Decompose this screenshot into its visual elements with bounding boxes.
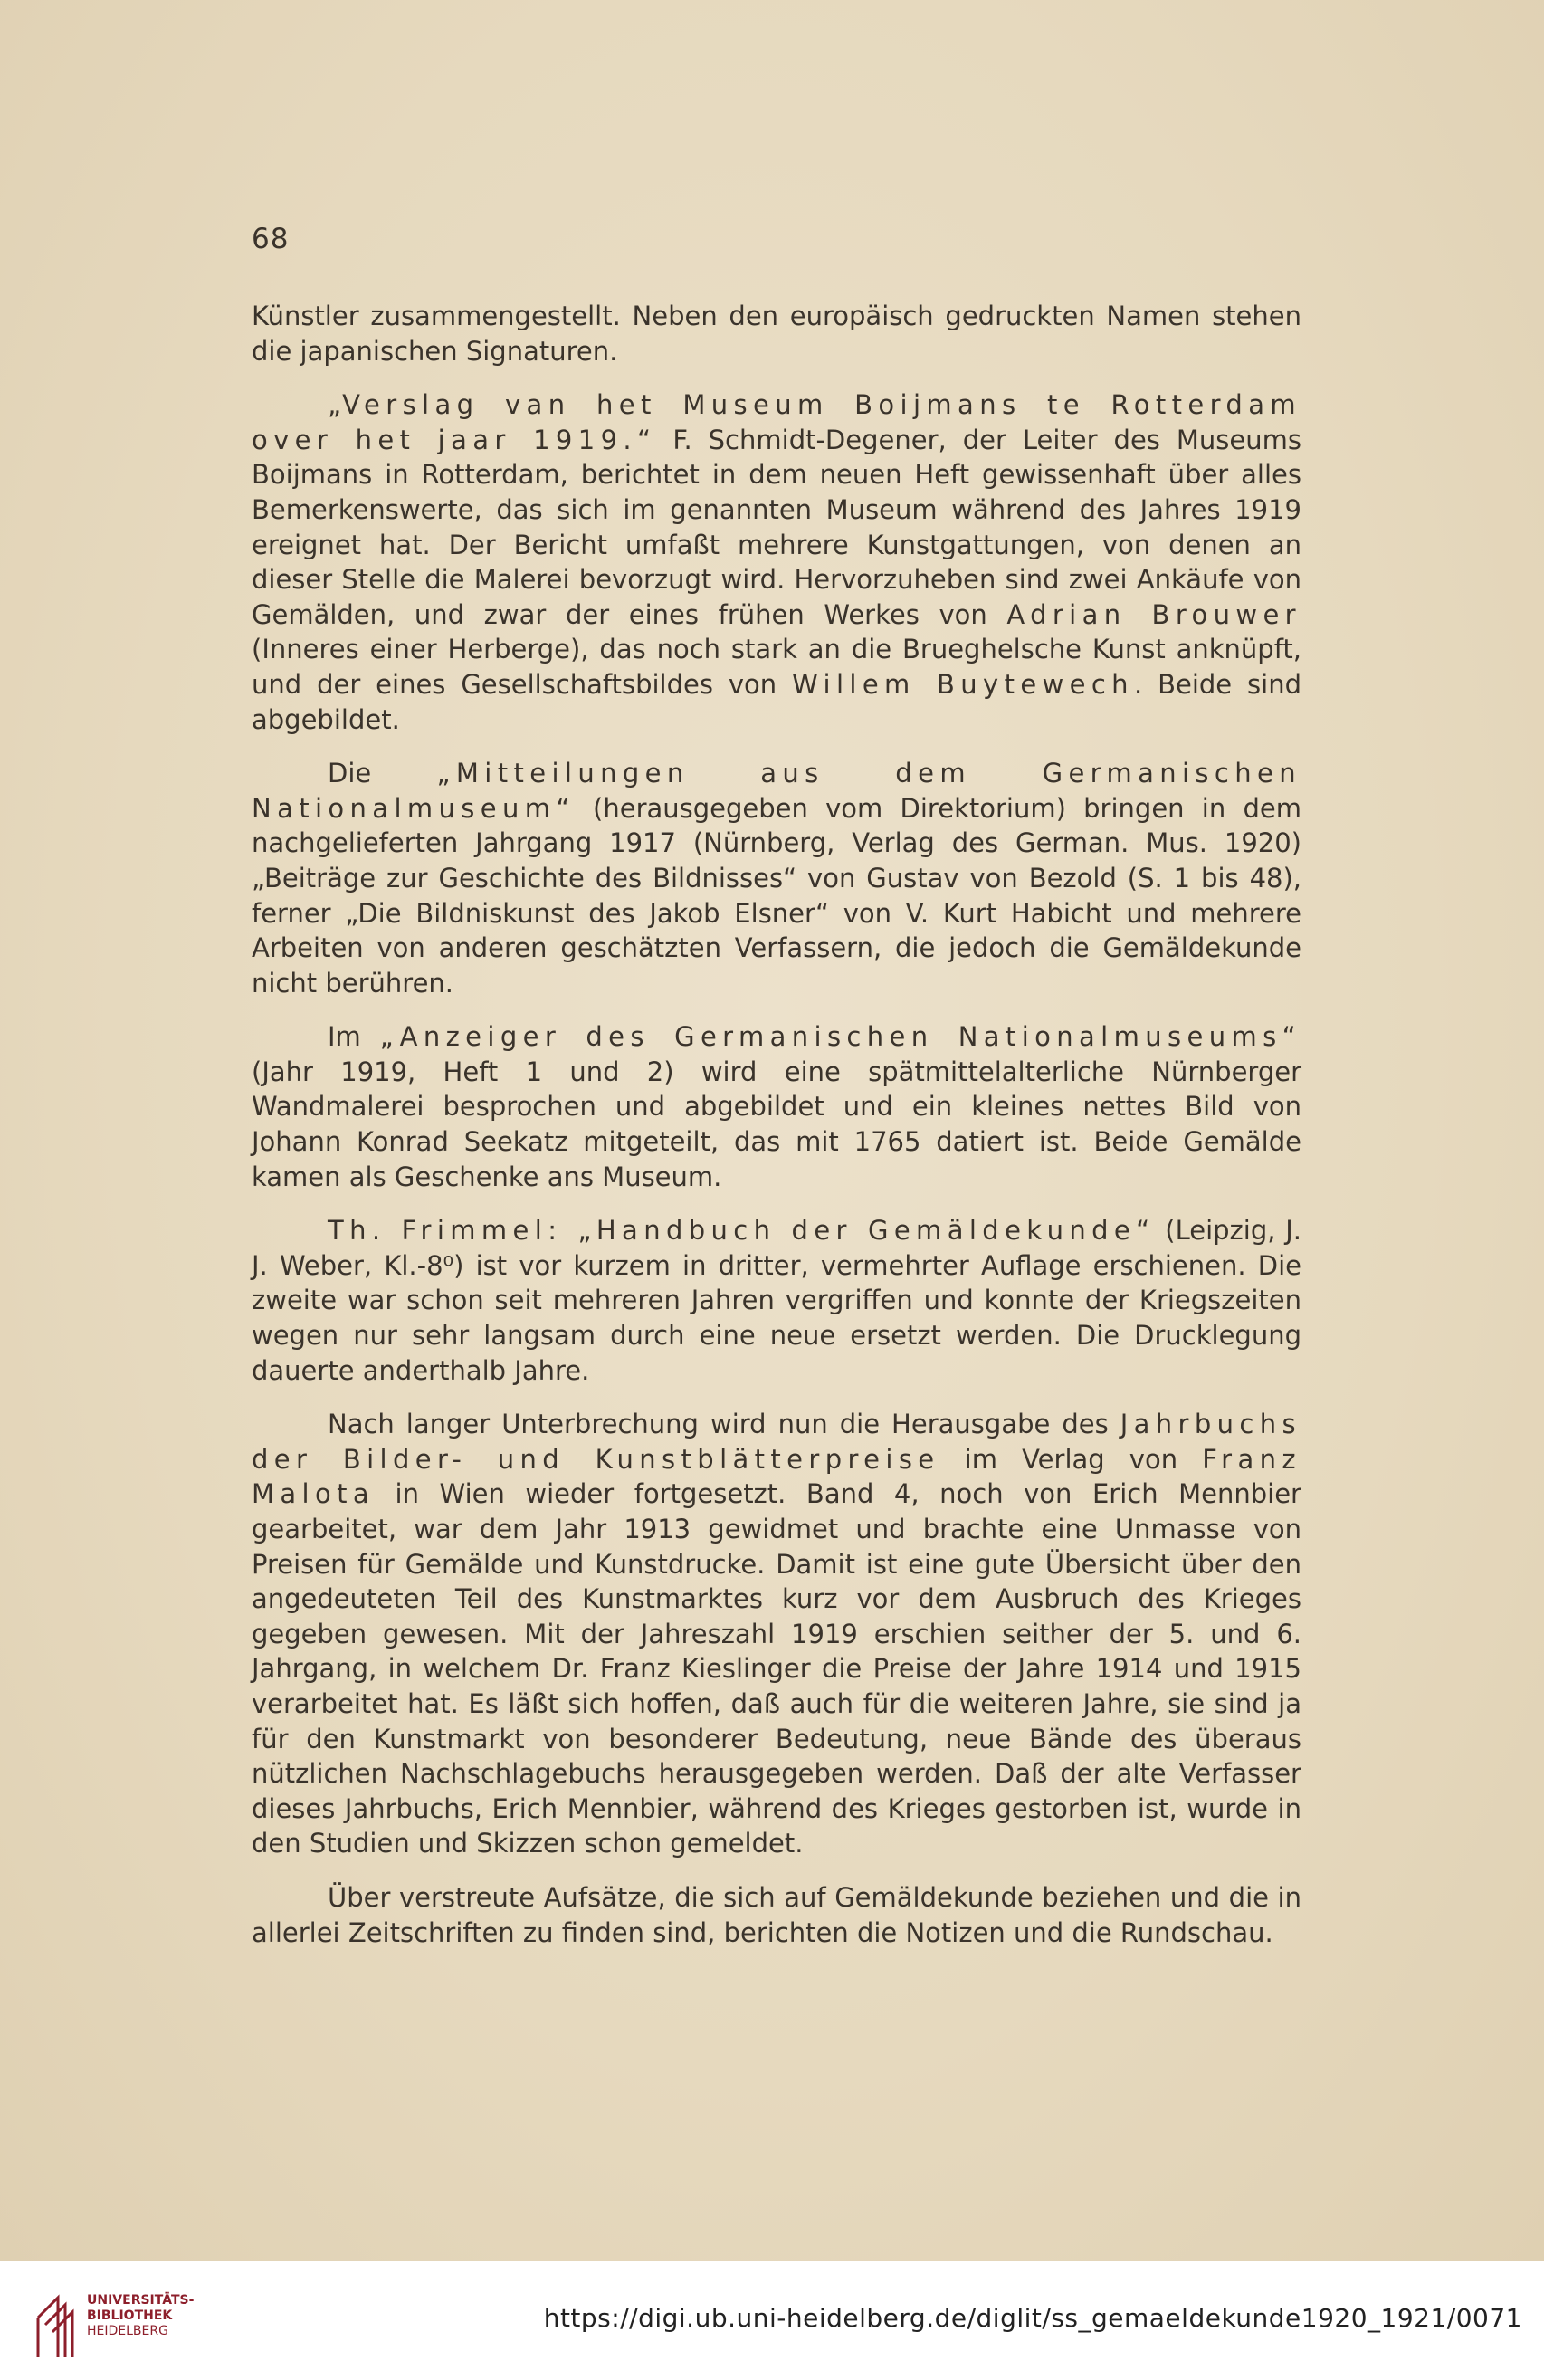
paragraph xyxy=(252,1213,1301,1388)
text-run: im Verlag von xyxy=(939,1443,1203,1475)
text-run: Nach langer Unterbrechung wird nun die Herausgabe des xyxy=(328,1409,1120,1440)
emphasized-text: „Mitteilungen aus dem Germanischen Nationalmuseum“ xyxy=(252,758,1301,824)
text-run: Die xyxy=(328,758,437,789)
emphasized-text: „Verslag van het Museum Boijmans te Rotterdam over het jaar 1919.“ xyxy=(252,389,1301,455)
paragraph xyxy=(252,1880,1301,1950)
page-number: 68 xyxy=(252,223,290,255)
paragraph xyxy=(252,756,1301,1000)
emphasized-text: Willem Buytewech xyxy=(792,668,1134,700)
logo-line-3: HEIDELBERG xyxy=(87,2324,168,2338)
text-run: Künstler zusammengestellt. Neben den europäisch gedruckten Namen stehen die japanischen Signaturen. xyxy=(252,301,1301,367)
emphasized-text: Th. Frimmel: xyxy=(328,1215,578,1247)
logo-line-2: BIBLIOTHEK xyxy=(87,2308,173,2323)
paragraph xyxy=(252,1019,1301,1194)
emphasized-text: Jahrbuchs der Bilder- und Kunstblätterpreise xyxy=(252,1409,1301,1475)
body-text xyxy=(252,299,1301,1969)
paragraph xyxy=(252,387,1301,737)
text-run: (herausgegeben vom Direktorium) bringen in dem nachgelieferten Jahrgang 1917 (Nürnberg, Verlag des German. Mus. 1920) „Beiträge zur Geschichte des Bildnisses“ von Gustav von Bezold (S. 1 bis 48), ferner „Die Bildniskunst des Jakob Elsner“ von V. Kurt Habicht und mehrere Arbeiten von anderen geschätzten Verfassern, die jedoch die Gemäldekunde nicht berühren. xyxy=(252,792,1301,999)
emphasized-text: „Anzeiger des Germanischen Nationalmuseums“ xyxy=(379,1021,1301,1053)
emphasized-text: Franz Malota xyxy=(252,1443,1301,1510)
text-run: in Wien wieder fortgesetzt. Band 4, noch von Erich Mennbier gearbeitet, war dem Jahr 1913 gewidmet und brachte eine Unmasse von Preisen für Gemälde und Kunstdrucke. Damit ist eine gute Übersicht über den angedeuteten Teil des Kunstmarktes kurz vor dem Ausbruch des Krieges gegeben gewesen. Mit der Jahreszahl 1919 erschien seither der 5. und 6. Jahrgang, in welchem Dr. Franz Kieslinger die Preise der Jahre 1914 und 1915 verarbeitet hat. Es läßt sich hoffen, daß auch für die weiteren Jahre, sie sind ja für den Kunstmarkt von besonderer Bedeutung, neue Bände des überaus nützlichen Nachschlagebuchs herausgegeben werden. Daß der alte Verfasser dieses Jahrbuchs, Erich Mennbier, während des Krieges gestorben ist, wurde in den Studien und Skizzen schon gemeldet. xyxy=(252,1478,1301,1859)
text-run: (Jahr 1919, Heft 1 und 2) wird eine spätmittelalterliche Nürnberger Wandmalerei besprochen und abgebildet und ein kleines nettes Bild von Johann Konrad Seekatz mitgeteilt, das mit 1765 datiert ist. Beide Gemälde kamen als Geschenke ans Museum. xyxy=(252,1056,1301,1192)
text-run: . Beide sind abgebildet. xyxy=(252,668,1302,735)
logo-line-1: UNIVERSITÄTS- xyxy=(87,2293,195,2308)
library-logo-text xyxy=(87,2293,194,2339)
emphasized-text: „Handbuch der Gemäldekunde“ xyxy=(577,1215,1156,1247)
text-run: Im xyxy=(328,1021,380,1053)
text-run: (Inneres einer Herberge), das noch stark an die Brueghelsche Kunst anknüpft, und der eines Gesellschaftsbildes von xyxy=(252,634,1301,700)
library-logo-icon xyxy=(34,2281,76,2359)
emphasized-text: Adrian Brouwer xyxy=(1006,598,1301,630)
text-run: Über verstreute Aufsätze, die sich auf Gemäldekunde beziehen und die in allerlei Zeitschriften zu finden sind, berichten die Notizen und die Rundschau. xyxy=(252,1881,1301,1948)
paragraph xyxy=(252,299,1301,368)
permalink-url[interactable]: https://digi.ub.uni-heidelberg.de/diglit/ss_gemaeldekunde1920_1921/0071 xyxy=(543,2303,1522,2333)
text-run: F. Schmidt-Degener, der Leiter des Museums Boijmans in Rotterdam, berichtet in dem neuen Heft gewissenhaft über alles Bemerkenswerte, das sich im genannten Museum während des Jahres 1919 ereignet hat. Der Bericht umfaßt mehrere Kunstgattungen, von denen an dieser Stelle die Malerei bevorzugt wird. Hervorzuheben sind zwei Ankäufe von Gemälden, und zwar der eines frühen Werkes von xyxy=(252,424,1301,630)
footer-bar xyxy=(0,2261,1544,2380)
text-run: (Leipzig, J. J. Weber, Kl.-8⁰) ist vor kurzem in dritter, vermehrter Auflage erschienen. Die zweite war schon seit mehreren Jahren vergriffen und konnte der Kriegszeiten wegen nur sehr langsam durch eine neue ersetzt werden. Die Drucklegung dauerte anderthalb Jahre. xyxy=(252,1215,1301,1386)
paragraph xyxy=(252,1407,1301,1861)
